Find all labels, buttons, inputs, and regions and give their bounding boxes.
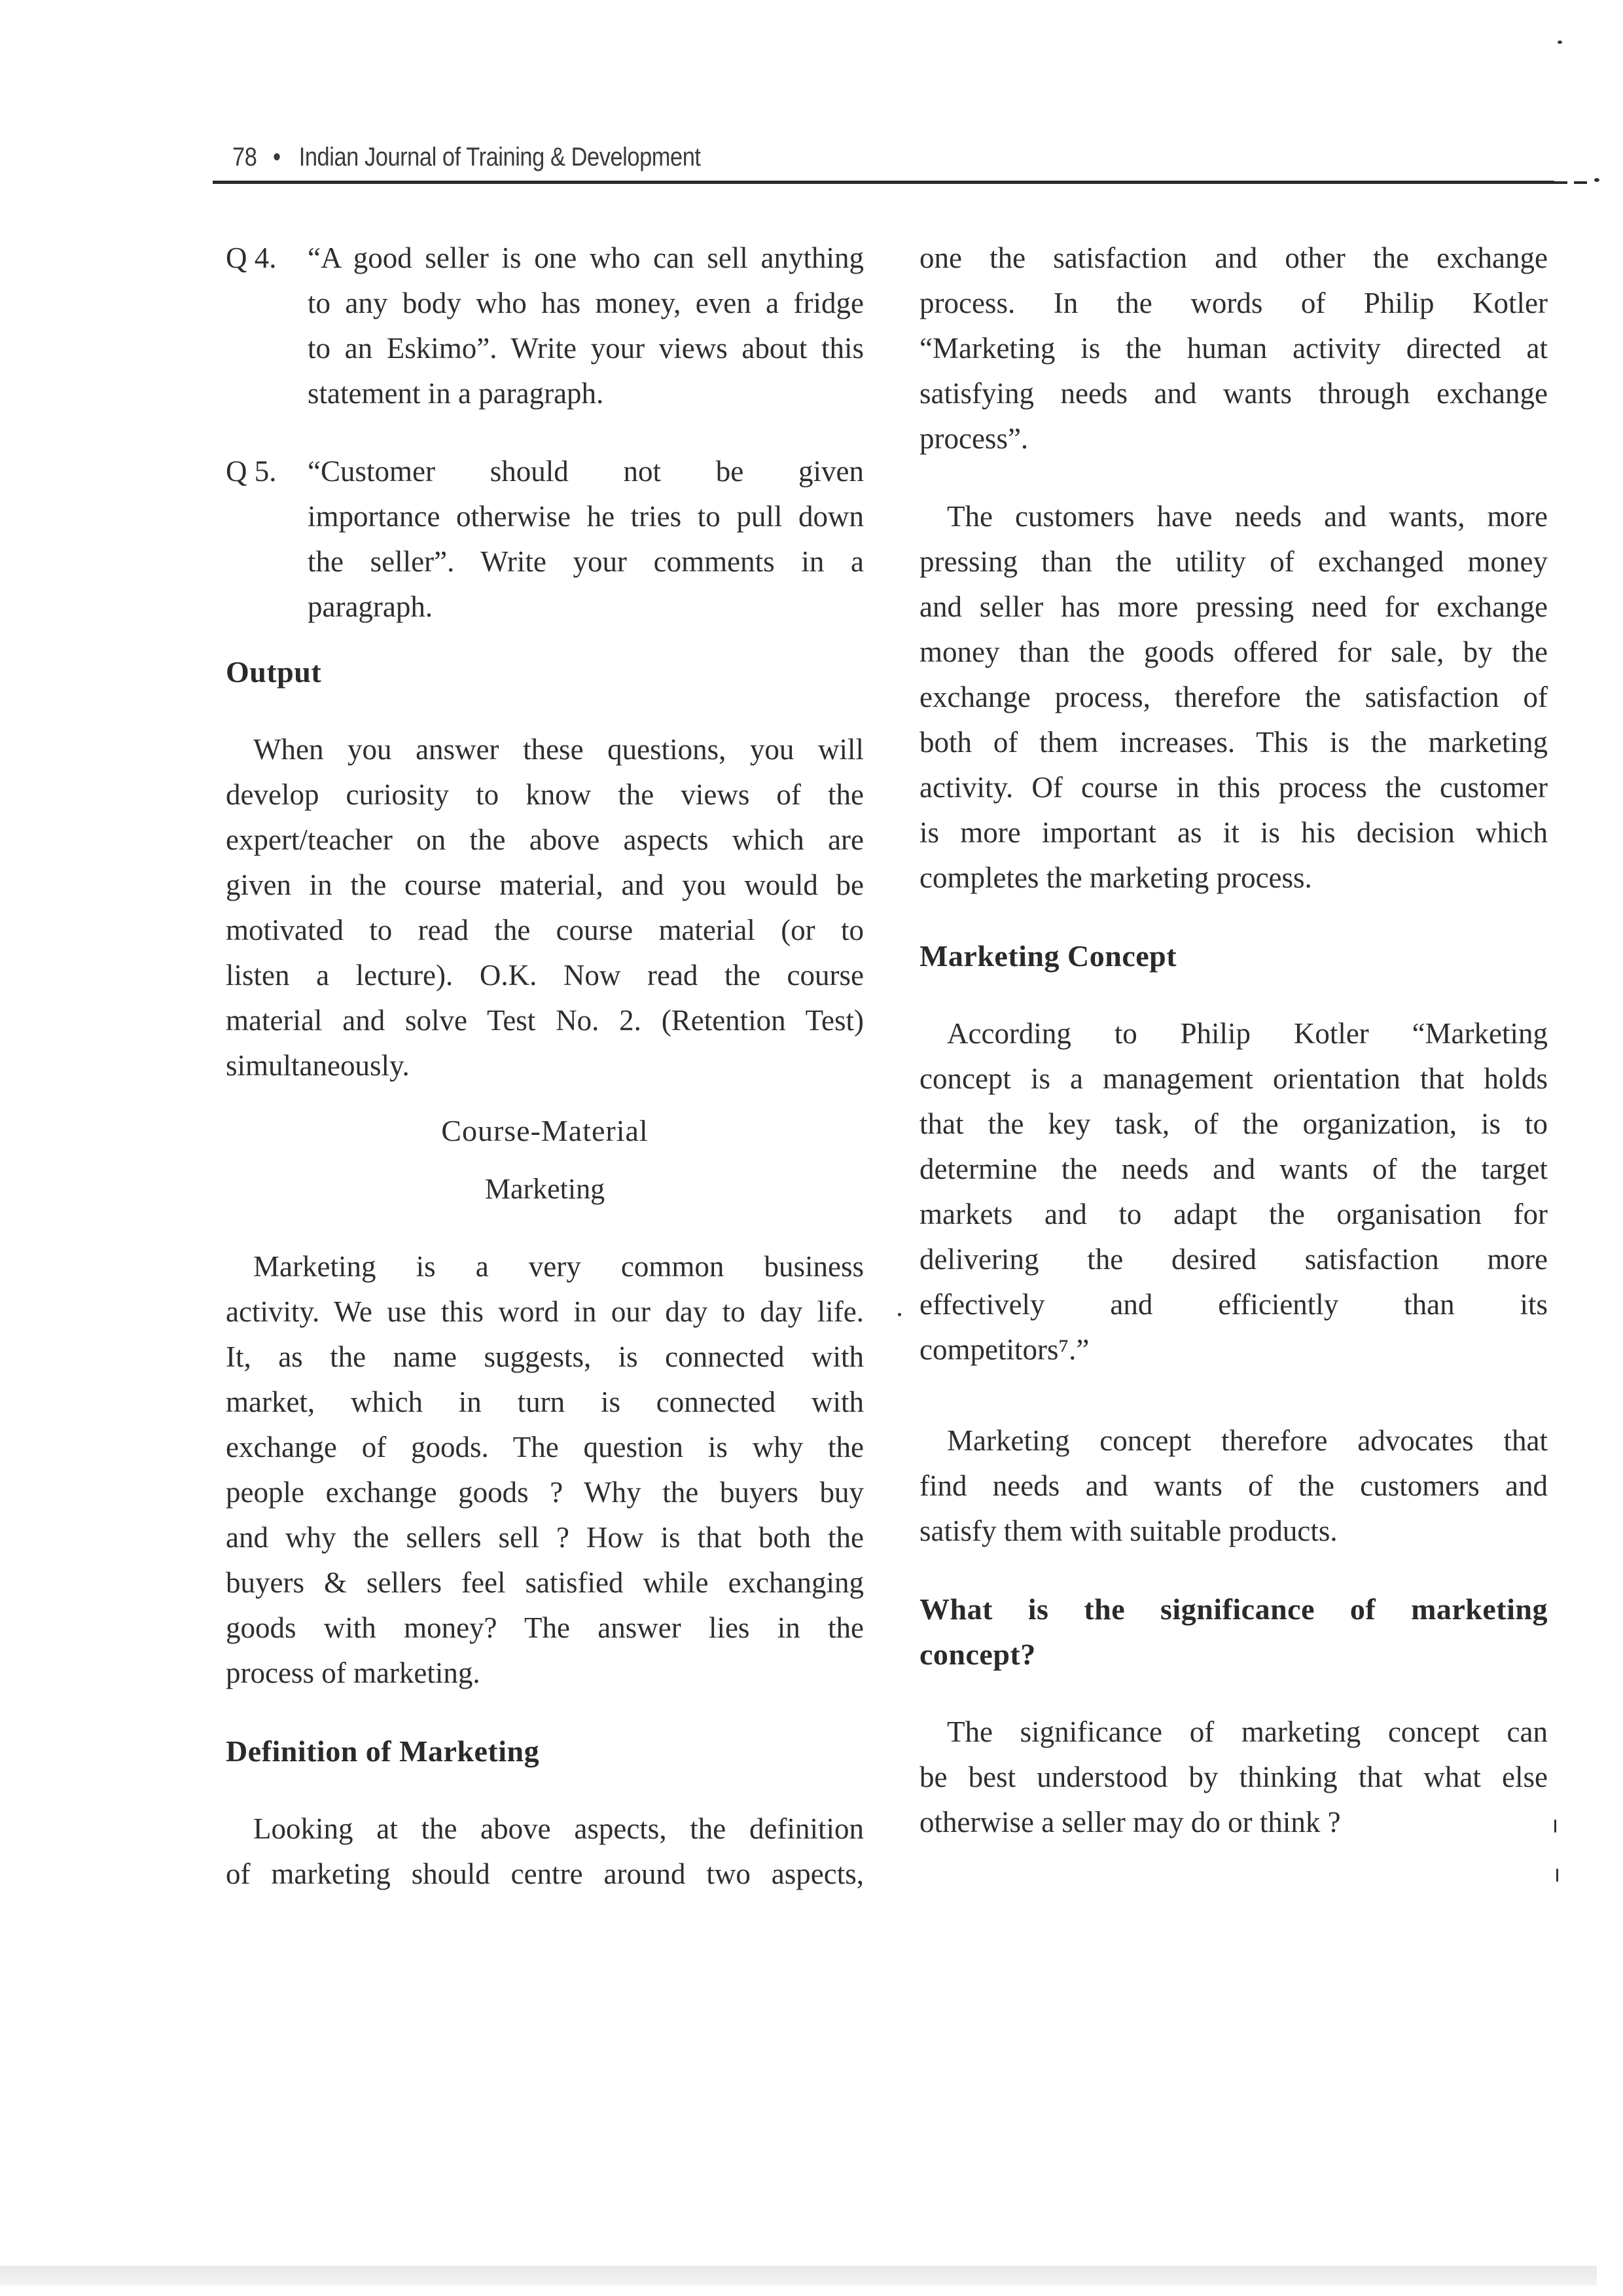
question-number: Q 5. <box>226 455 277 488</box>
paragraph-line: process of marketing. <box>226 1657 480 1689</box>
paragraph-line: delivering the desired satisfaction more <box>919 1243 1548 1276</box>
header-rule <box>213 181 1554 184</box>
paragraph-line: When you answer these questions, you will <box>253 733 864 766</box>
paragraph-line: concept is a management orientation that holds <box>919 1062 1548 1095</box>
paragraph-line: of marketing should centre around two aspects, <box>226 1857 864 1890</box>
page-number: 78 <box>232 143 257 171</box>
paragraph-line: satisfy them with suitable products. <box>919 1515 1338 1547</box>
paragraph-line: competitors⁷.” <box>919 1333 1090 1366</box>
paragraph-line: activity. Of course in this process the customer <box>919 771 1548 804</box>
paragraph-line: otherwise a seller may do or think ? <box>919 1806 1341 1839</box>
definition-heading: Definition of Marketing <box>226 1734 540 1768</box>
paragraph-line: determine the needs and wants of the target <box>919 1153 1548 1185</box>
right-column <box>919 236 1548 1845</box>
question-line: statement in a paragraph. <box>308 377 604 410</box>
paragraph-line: and why the sellers sell ? How is that both the <box>226 1521 864 1554</box>
scan-edge-shadow <box>0 2266 1597 2286</box>
question-line: “Customer should not be given <box>308 455 864 488</box>
bullet-icon: • <box>273 143 281 171</box>
question-4 <box>226 236 864 416</box>
continuation-paragraph <box>919 236 1548 461</box>
paragraph-line: process. In the words of Philip Kotler <box>919 287 1548 319</box>
paragraph-line: completes the marketing process. <box>919 861 1312 894</box>
scan-speck <box>1558 41 1562 44</box>
question-5 <box>226 449 864 630</box>
paragraph-line: material and solve Test No. 2. (Retention Test) <box>226 1004 864 1037</box>
paragraph-line: “Marketing is the human activity directed at <box>919 332 1548 365</box>
paragraph-line: people exchange goods ? Why the buyers buy <box>226 1476 864 1509</box>
question-line: paragraph. <box>308 590 433 623</box>
paragraph-line: pressing than the utility of exchanged money <box>919 545 1548 578</box>
scan-speck <box>898 1313 901 1316</box>
scan-speck <box>1554 1820 1556 1833</box>
customers-paragraph <box>919 494 1548 901</box>
paragraph-line: find needs and wants of the customers and <box>919 1469 1548 1502</box>
output-paragraph <box>226 727 864 1088</box>
paragraph-line: motivated to read the course material (or to <box>226 914 864 946</box>
scan-speck <box>1556 1869 1558 1882</box>
paragraph-line: exchange process, therefore the satisfaction of <box>919 681 1548 713</box>
paragraph-line: both of them increases. This is the marketing <box>919 726 1548 759</box>
significance-paragraph <box>919 1710 1548 1845</box>
advocates-paragraph <box>919 1418 1548 1554</box>
question-line: to an Eskimo”. Write your views about this <box>308 332 864 365</box>
course-material-heading: Course-Material <box>441 1114 649 1147</box>
paragraph-line: listen a lecture). O.K. Now read the course <box>226 959 864 992</box>
marketing-subheading: Marketing <box>484 1173 605 1205</box>
heading-line: What is the significance of marketing <box>919 1592 1548 1626</box>
paragraph-line: exchange of goods. The question is why the <box>226 1431 864 1463</box>
running-header <box>232 143 701 172</box>
header-rule-dash <box>1548 181 1567 184</box>
marketing-concept-heading: Marketing Concept <box>919 939 1177 973</box>
header-rule-dash <box>1528 181 1541 184</box>
definition-paragraph <box>226 1806 864 1897</box>
paragraph-line: It, as the name suggests, is connected with <box>226 1340 864 1373</box>
paragraph-line: satisfying needs and wants through exchange <box>919 377 1548 410</box>
paragraph-line: be best understood by thinking that what else <box>919 1761 1548 1793</box>
paragraph-line: given in the course material, and you would be <box>226 869 864 901</box>
paragraph-line: that the key task, of the organization, is to <box>919 1107 1548 1140</box>
paragraph-line: Marketing concept therefore advocates that <box>947 1424 1548 1457</box>
paragraph-line: process”. <box>919 422 1029 455</box>
paragraph-line: goods with money? The answer lies in the <box>226 1611 864 1644</box>
paragraph-line: money than the goods offered for sale, by the <box>919 636 1548 668</box>
paragraph-line: Marketing is a very common business <box>253 1250 864 1283</box>
paragraph-line: simultaneously. <box>226 1049 410 1082</box>
paragraph-line: The customers have needs and wants, more <box>947 500 1548 533</box>
scan-speck <box>1594 178 1599 182</box>
paragraph-line: and seller has more pressing need for exchange <box>919 590 1548 623</box>
journal-title: Indian Journal of Training & Development <box>298 143 701 171</box>
paragraph-line: effectively and efficiently than its <box>919 1288 1548 1321</box>
heading-line: concept? <box>919 1638 1036 1671</box>
question-line: importance otherwise he tries to pull down <box>308 500 864 533</box>
paragraph-line: Looking at the above aspects, the definition <box>253 1812 864 1845</box>
paragraph-line: The significance of marketing concept can <box>947 1715 1548 1748</box>
significance-heading <box>919 1587 1548 1677</box>
paragraph-line: is more important as it is his decision which <box>919 816 1548 849</box>
marketing-paragraph <box>226 1244 864 1696</box>
kotler-paragraph <box>919 1011 1548 1372</box>
paragraph-line: market, which in turn is connected with <box>226 1386 864 1418</box>
paragraph-line: activity. We use this word in our day to day life. <box>226 1295 864 1328</box>
left-column <box>226 236 864 1897</box>
paragraph-line: buyers & sellers feel satisfied while exchanging <box>226 1566 864 1599</box>
paragraph-line: develop curiosity to know the views of the <box>226 778 864 811</box>
paragraph-line: one the satisfaction and other the exchange <box>919 242 1548 274</box>
paragraph-line: According to Philip Kotler “Marketing <box>947 1017 1548 1050</box>
question-line: to any body who has money, even a fridge <box>308 287 864 319</box>
question-line: “A good seller is one who can sell anything <box>308 242 864 274</box>
question-number: Q 4. <box>226 242 277 274</box>
paragraph-line: expert/teacher on the above aspects which are <box>226 823 864 856</box>
paragraph-line: markets and to adapt the organisation for <box>919 1198 1548 1230</box>
header-rule-dash <box>1574 181 1587 184</box>
output-heading: Output <box>226 655 322 689</box>
question-line: the seller”. Write your comments in a <box>308 545 864 578</box>
